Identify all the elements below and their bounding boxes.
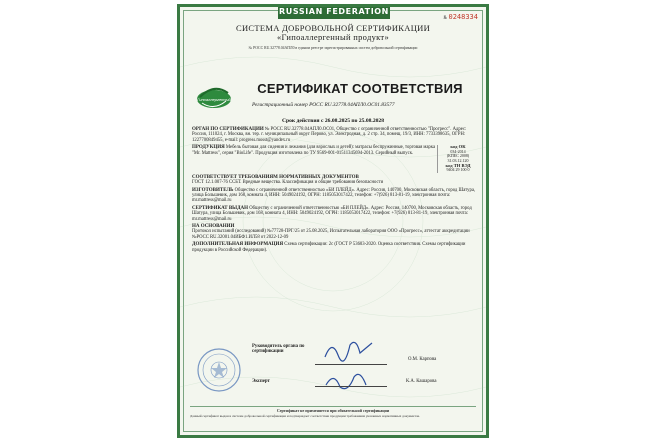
extra-info-section — [192, 242, 476, 253]
hypoallergenic-logo-icon — [194, 79, 234, 115]
product-text: Мебель бытовая для сидения и лежания (для взрослых и детей): матрасы беспружинные, торговая марка "Mr. Mattress", серия "BioLife". Продукция изготовлена по ТУ 9569-001-01511345694-2013. Серийный выпуск. — [192, 145, 436, 156]
extra-info-label: ДОПОЛНИТЕЛЬНАЯ ИНФОРМАЦИЯ — [192, 242, 284, 248]
issued-label: СЕРТИФИКАТ ВЫДАН — [192, 205, 249, 211]
seal-stamp-icon — [196, 347, 242, 393]
manufacturer-section — [192, 188, 476, 204]
product-text-block — [192, 145, 437, 173]
head-role: Руководитель органа по сертификации — [252, 344, 305, 354]
tnved-code: 9404 29 100 0 — [446, 167, 470, 173]
registration-number: Регистрационный номер РОСС RU.32778.04АПЛ0.ОС01.83577 — [252, 102, 395, 108]
basis-text: Протокол испытаний (исследований) №77728-ПРГ/25 от 25.08.2025, Испытательная лаборатория ООО «Прогресс», аттестат аккредитации №РОСС RU.32001.04ИБФ1.ИЛ58 от 2022-12-09 — [192, 229, 470, 240]
expert-role: Эксперт — [252, 379, 270, 384]
footer-heading: Сертификат не применяется при обязательной сертификации — [276, 408, 390, 413]
extra-info-text: Схема сертификации: 2с (ГОСТ Р 53603-2020. Оценка соответствия. Схемы сертификации продукции в Российской Федерации). — [192, 242, 466, 253]
basis-section — [192, 224, 476, 240]
expert-name: К.А. Кашарова — [406, 379, 437, 384]
serial-value: 0248334 — [448, 13, 478, 21]
serial-prefix: № — [443, 15, 447, 21]
head-signature-icon — [320, 335, 380, 365]
kpes-label: (КПЕС 2008) — [446, 153, 470, 159]
issued-section — [192, 206, 476, 222]
manufacturer-label: ИЗГОТОВИТЕЛЬ — [192, 187, 234, 193]
expert-signature-icon — [320, 365, 380, 395]
validity-period: Срок действия с 26.08.2025 по 25.08.2028 — [281, 118, 385, 124]
tnved-label: код ТН ВЭД — [445, 162, 471, 168]
expert-sign-line — [315, 386, 387, 387]
product-section — [192, 145, 476, 173]
system-title-line2: «Гипоаллергенный продукт» — [276, 32, 390, 42]
serial-number — [443, 13, 478, 21]
okpd-label: код ОК — [450, 144, 466, 150]
footer-text: Данный сертификат выдан в системе добровольной сертификации и подтверждает соответствие продукции требованиям указанных нормативных документов. — [190, 414, 420, 418]
requirements-label: СООТВЕТСТВУЕТ ТРЕБОВАНИЯМ НОРМАТИВНЫХ ДОКУМЕНТОВ — [192, 174, 359, 180]
issued-text: Обществу с ограниченной ответственностью «БИ ПЛЕЙД». Адрес: Россия, 140700, Московская область, город Шатура, улица Большевик, дом 168, комната 4, ИНН: 5049024192, ОГРН: 1185053017422, телефон: +7(926) 813-81-19, электронная почта: mr.mattress@mail.ru — [192, 205, 472, 222]
head-name: О.М. Карпова — [408, 357, 437, 362]
logo-text: Гипоаллергенный — [197, 97, 231, 102]
manufacturer-text: Общество с ограниченной ответственностью «БИ ПЛЕЙД». Адрес: Россия, 140700, Московская область, город Шатура, улица Большевик, дом 168, комната 4, ИНН: 5049024192, ОГРН: 1185053017422, телефон: +7(926) 813-81-19, электронная почта: mr.mattress@mail.ru — [192, 187, 476, 204]
product-label: ПРОДУКЦИЯ — [192, 145, 225, 151]
system-title — [190, 24, 476, 42]
requirements-text: ГОСТ 12.1.007-76 ССБТ. Вредные вещества. Классификация и общие требования безопасности — [192, 180, 384, 186]
organ-section — [192, 127, 476, 143]
system-registration: № РОСС RU.32778.04АПЛ0 в едином реестре зарегистрированных систем добровольной сертификации — [248, 46, 418, 50]
system-title-line1: СИСТЕМА ДОБРОВОЛЬНОЙ СЕРТИФИКАЦИИ — [235, 23, 431, 33]
okpd-standard: 034-2014 — [450, 148, 466, 154]
basis-label: НА ОСНОВАНИИ — [192, 224, 235, 230]
okpd-code: 31.03.12.120 — [447, 158, 469, 163]
organ-label: ОРГАН ПО СЕРТИФИКАЦИИ — [192, 127, 264, 132]
product-codes — [437, 145, 476, 173]
certificate — [177, 4, 489, 438]
footer — [190, 406, 476, 418]
organ-text: № РОСС RU.32778.04АПЛ0.ОС01, Общество с ограниченной ответственностью "Прогресс". Адрес: Россия, 111024, г. Москва, вн. тер. г. муниципальный округ Перово, ул. Электродная, д. 2 стр. 34, помещ. 19/3, ИНН: 7733398635, ОГРН: 1227700849455, e-mail: progress.mosst@yandex.ru — [192, 127, 467, 143]
requirements-section — [192, 175, 476, 186]
certificate-title: СЕРТИФИКАТ СООТВЕТСТВИЯ — [257, 81, 463, 96]
country-banner: RUSSIAN FEDERATION — [278, 4, 390, 19]
certificate-body — [192, 127, 476, 255]
